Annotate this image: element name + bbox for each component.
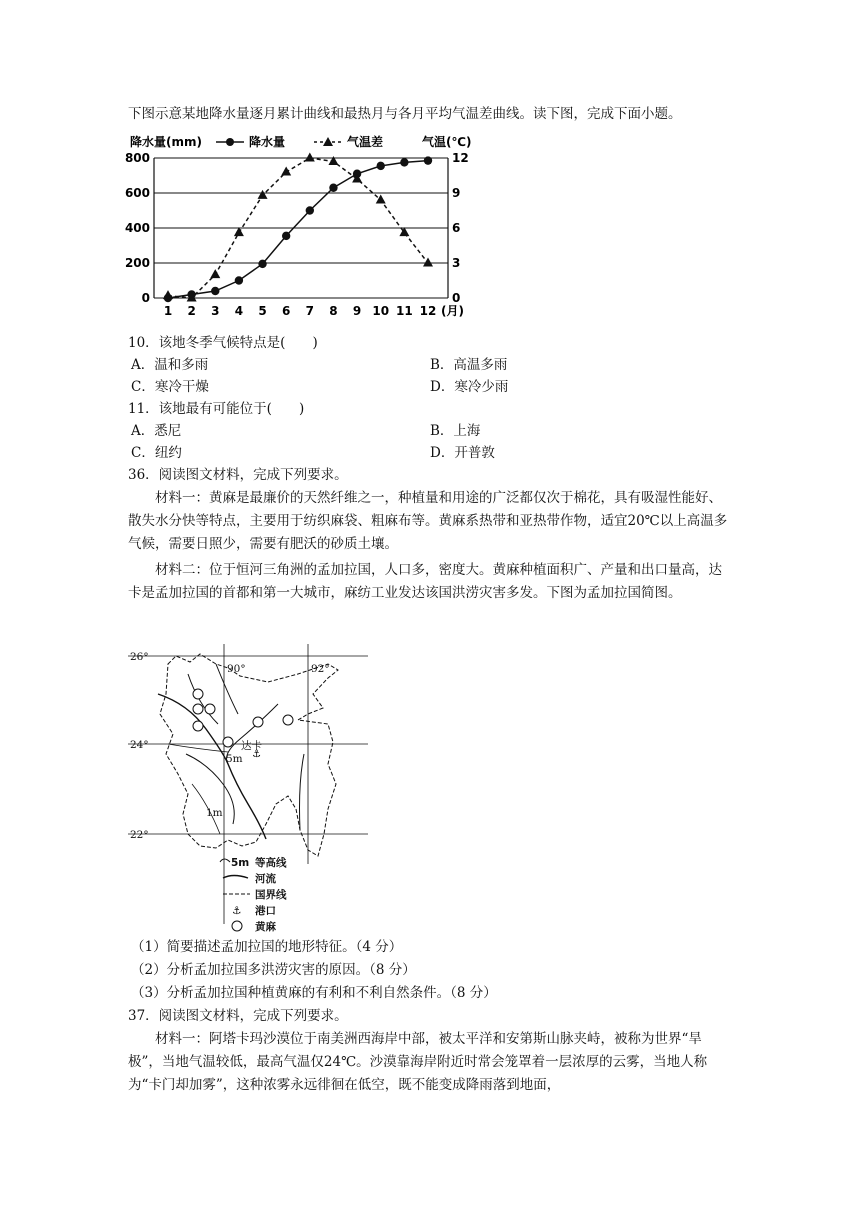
data-point-1 <box>424 156 432 164</box>
anchor-icon: ⚓ <box>252 749 261 760</box>
y-left-tick-label: 200 <box>124 256 150 270</box>
x-tick-label: 4 <box>234 304 244 318</box>
series-line-1 <box>168 161 428 298</box>
jute-icon <box>283 715 293 725</box>
q10-stem: 10．该地冬季气候特点是( ) <box>128 335 318 351</box>
data-point-1 <box>235 276 243 284</box>
data-point-2 <box>281 167 291 176</box>
y-right-tick-label: 3 <box>452 256 461 270</box>
river-north-1 <box>188 674 218 724</box>
q37-material-1: 材料一：阿塔卡玛沙漠位于南美洲西海岸中部，被太平洋和安第斯山脉夹峙，被称为世界“旱极”，当地气温较低，最高气温仅24℃。沙漠靠海岸附近时常会笼罩着一层浓厚的云雾，当地人称为“卡门却加雾”，这种浓雾永远徘徊在低空，既不能变成降雨落到地面， <box>128 1031 708 1093</box>
x-tick-label: 3 <box>211 304 220 318</box>
q36-sub-1: （1）简要描述孟加拉国的地形特征。（4 分） <box>131 939 403 955</box>
data-point-1 <box>258 260 266 268</box>
q11-option-a: A．悉尼 <box>131 423 182 439</box>
jute-icon <box>193 689 203 699</box>
lon-label-92: 92° <box>311 663 330 675</box>
q10-option-a: A．温和多雨 <box>131 357 209 373</box>
y-right-tick-label: 9 <box>452 186 461 200</box>
x-tick-label: 7 <box>305 304 314 318</box>
q36-material-1: 材料一：黄麻是最廉价的天然纤维之一，种植量和用途的广泛都仅次于棉花，具有吸湿性能好、散失水分快等特点，主要用于纺织麻袋、粗麻布等。黄麻系热带和亚热带作物，适宜20℃以上高温多气候，需要日照少，需要有肥沃的砂质土壤。 <box>128 490 728 552</box>
lat-label-24: 24° <box>130 739 149 751</box>
lat-label-26: 26° <box>130 651 149 663</box>
q37-stem: 37．阅读图文材料，完成下列要求。 <box>128 1008 348 1024</box>
x-tick-label: 9 <box>352 304 362 318</box>
y-left-tick-label: 0 <box>141 291 150 305</box>
data-point-1 <box>329 184 337 192</box>
x-tick-label: 5 <box>258 304 267 318</box>
data-point-2 <box>210 269 220 278</box>
data-point-1 <box>400 158 408 166</box>
q10-option-b: B．高温多雨 <box>430 357 508 373</box>
bangladesh-map <box>128 634 378 934</box>
x-tick-label: 12 <box>419 304 437 318</box>
x-tick-label: 11 <box>396 304 413 318</box>
q10-option-c: C．寒冷干燥 <box>131 379 209 395</box>
q11-option-c: C．纽约 <box>131 445 182 461</box>
legend-jute: 黄麻 <box>255 921 276 933</box>
legend-circle-marker <box>226 138 234 146</box>
y-left-tick-label: 800 <box>124 151 150 165</box>
lat-label-22: 22° <box>130 829 149 841</box>
jute-icon <box>223 737 233 747</box>
q11-stem: 11．该地最有可能位于( ) <box>128 401 305 417</box>
y-right-tick-label: 6 <box>452 221 461 235</box>
legend-anchor-icon: ⚓ <box>232 905 242 917</box>
chart-legend <box>216 134 383 149</box>
map-legend <box>220 856 287 933</box>
contour-label-5m: 5m <box>226 753 243 765</box>
data-point-1 <box>377 162 385 170</box>
jute-icon <box>205 704 215 714</box>
jute-icon <box>193 721 203 731</box>
y-left-tick-label: 600 <box>124 186 150 200</box>
q11-option-d: D．开普敦 <box>430 445 495 461</box>
q11-option-b: B．上海 <box>430 423 481 439</box>
q36-sub-2: （2）分析孟加拉国多洪涝灾害的原因。（8 分） <box>131 962 416 978</box>
x-tick-label: 10 <box>372 304 390 318</box>
data-point-1 <box>211 287 219 295</box>
y-left-label: 降水量(mm) <box>130 135 202 149</box>
x-tick-label: 2 <box>187 304 196 318</box>
data-point-2 <box>234 227 244 236</box>
chart <box>124 132 472 322</box>
q10-option-d: D．寒冷少雨 <box>430 379 509 395</box>
y-right-tick-label: 0 <box>452 291 461 305</box>
x-tick-label: 6 <box>282 304 291 318</box>
x-tick-label: 8 <box>329 304 338 318</box>
intro-text: 下图示意某地降水量逐月累计曲线和最热月与各月平均气温差曲线。读下图，完成下面小题。 <box>128 106 682 122</box>
data-point-2 <box>163 290 173 299</box>
q36-stem: 36．阅读图文材料，完成下列要求。 <box>128 467 348 483</box>
city-dhaka: 达卡 <box>241 740 262 752</box>
jute-icon <box>193 704 203 714</box>
legend-triangle-marker <box>323 137 333 146</box>
x-tick-label: 1 <box>163 304 173 318</box>
data-point-2 <box>328 156 338 165</box>
legend-river: 河流 <box>255 873 276 885</box>
y-right-tick-label: 12 <box>452 151 469 165</box>
q36-sub-3: （3）分析孟加拉国种植黄麻的有利和不利自然条件。（8 分） <box>131 985 497 1001</box>
q36-material-2: 材料二：位于恒河三角洲的孟加拉国，人口多，密度大。黄麻种植面积广、产量和出口量高，达卡是孟加拉国的首都和第一大城市，麻纺工业发达该国洪涝灾害多发。下图为孟加拉国简图。 <box>128 562 722 601</box>
legend-port: 港口 <box>255 905 276 917</box>
jute-icon <box>253 717 263 727</box>
data-point-2 <box>305 153 315 162</box>
legend-contour: 等高线 <box>255 857 287 869</box>
contour-label-1m: 1m <box>206 807 223 819</box>
data-point-1 <box>306 206 314 214</box>
river-southeast <box>300 754 305 830</box>
data-point-2 <box>423 258 433 267</box>
y-right-label: 气温(℃) <box>422 135 472 149</box>
lon-label-90: 90° <box>227 663 246 675</box>
x-unit-label: (月) <box>441 304 464 318</box>
border-outline <box>160 654 338 856</box>
y-left-tick-label: 400 <box>124 221 150 235</box>
legend-series-2: 气温差 <box>347 135 384 149</box>
legend-series-1: 降水量 <box>249 135 286 149</box>
data-point-1 <box>282 232 290 240</box>
data-point-2 <box>376 195 386 204</box>
legend-contour-sample: 5m <box>231 857 250 869</box>
legend-border: 国界线 <box>255 889 287 901</box>
